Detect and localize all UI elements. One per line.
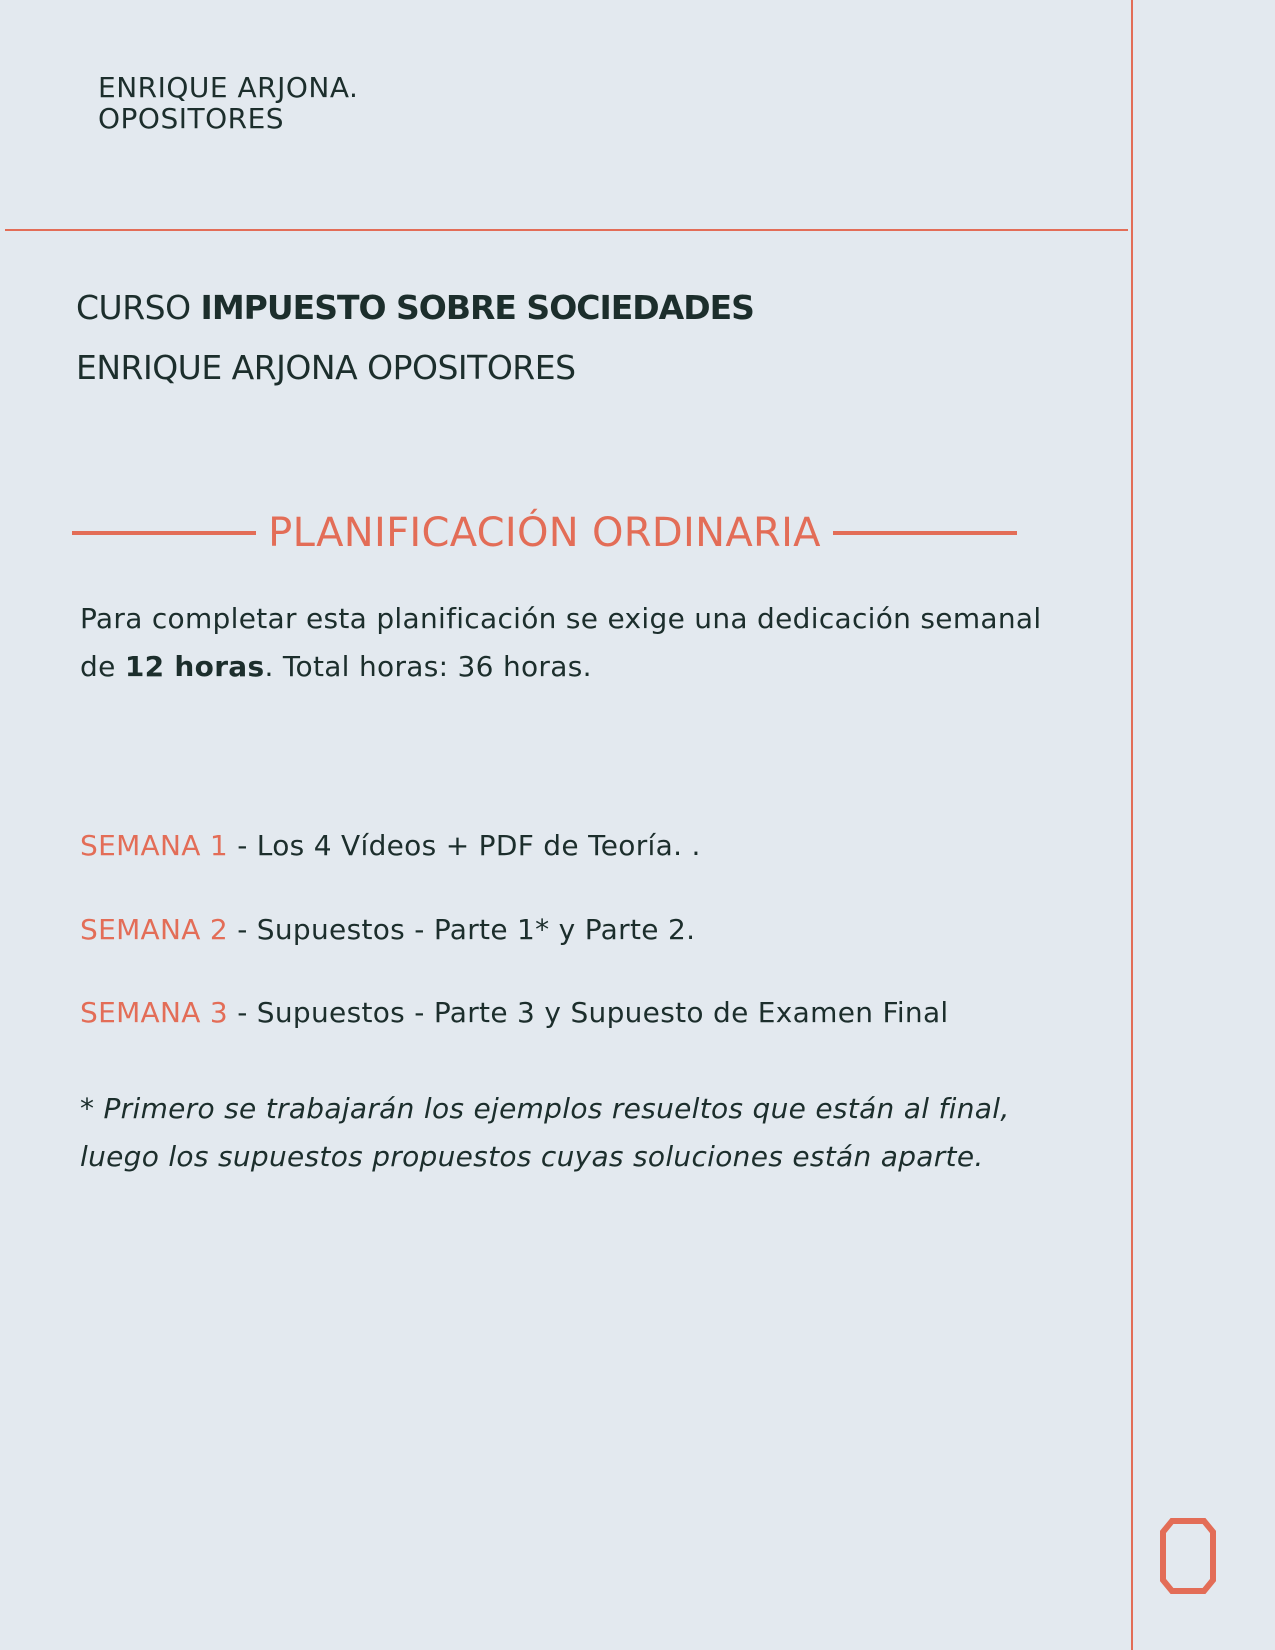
footnote-line-1: * Primero se trabajarán los ejemplos resueltos que están al final, — [80, 1092, 1010, 1125]
week-item — [80, 993, 949, 1033]
footnote-line-2: luego los supuestos propuestos cuyas soluciones están aparte. — [80, 1140, 984, 1173]
course-name: IMPUESTO SOBRE SOCIEDADES — [200, 288, 754, 327]
intro-line-1: Para completar esta planificación se exige una dedicación semanal — [80, 602, 1042, 635]
section-heading — [72, 507, 1017, 559]
intro-line-2-suffix: . Total horas: 36 horas. — [264, 650, 592, 683]
course-academy: ENRIQUE ARJONA OPOSITORES — [76, 348, 576, 387]
course-heading — [76, 278, 754, 398]
week-item — [80, 826, 701, 866]
week-text: - Supuestos - Parte 1* y Parte 2. — [228, 913, 696, 946]
header-divider — [5, 229, 1128, 231]
intro-line-2 — [80, 643, 1070, 691]
week-label: SEMANA 3 — [80, 996, 228, 1029]
week-text: - Los 4 Vídeos + PDF de Teoría. . — [228, 829, 701, 862]
intro-hours: 12 horas — [124, 650, 265, 683]
heading-rule-right — [833, 531, 1017, 535]
heading-rule-left — [72, 531, 256, 535]
week-label: SEMANA 1 — [80, 829, 228, 862]
octagon-outline-icon — [1160, 1518, 1216, 1594]
course-title — [76, 278, 754, 338]
course-prefix: CURSO — [76, 288, 201, 327]
logo-line-1: ENRIQUE ARJONA. — [98, 71, 359, 104]
week-text: - Supuestos - Parte 3 y Supuesto de Examen Final — [228, 996, 949, 1029]
brand-logo — [98, 72, 358, 134]
vertical-divider — [1131, 0, 1133, 1650]
logo-line-2: OPOSITORES — [98, 102, 285, 135]
intro-line-2-prefix: de — [80, 650, 125, 683]
section-title: PLANIFICACIÓN ORDINARIA — [268, 510, 821, 556]
week-item — [80, 910, 695, 950]
week-label: SEMANA 2 — [80, 913, 228, 946]
intro-paragraph — [80, 595, 1070, 691]
footnote — [80, 1085, 1090, 1181]
